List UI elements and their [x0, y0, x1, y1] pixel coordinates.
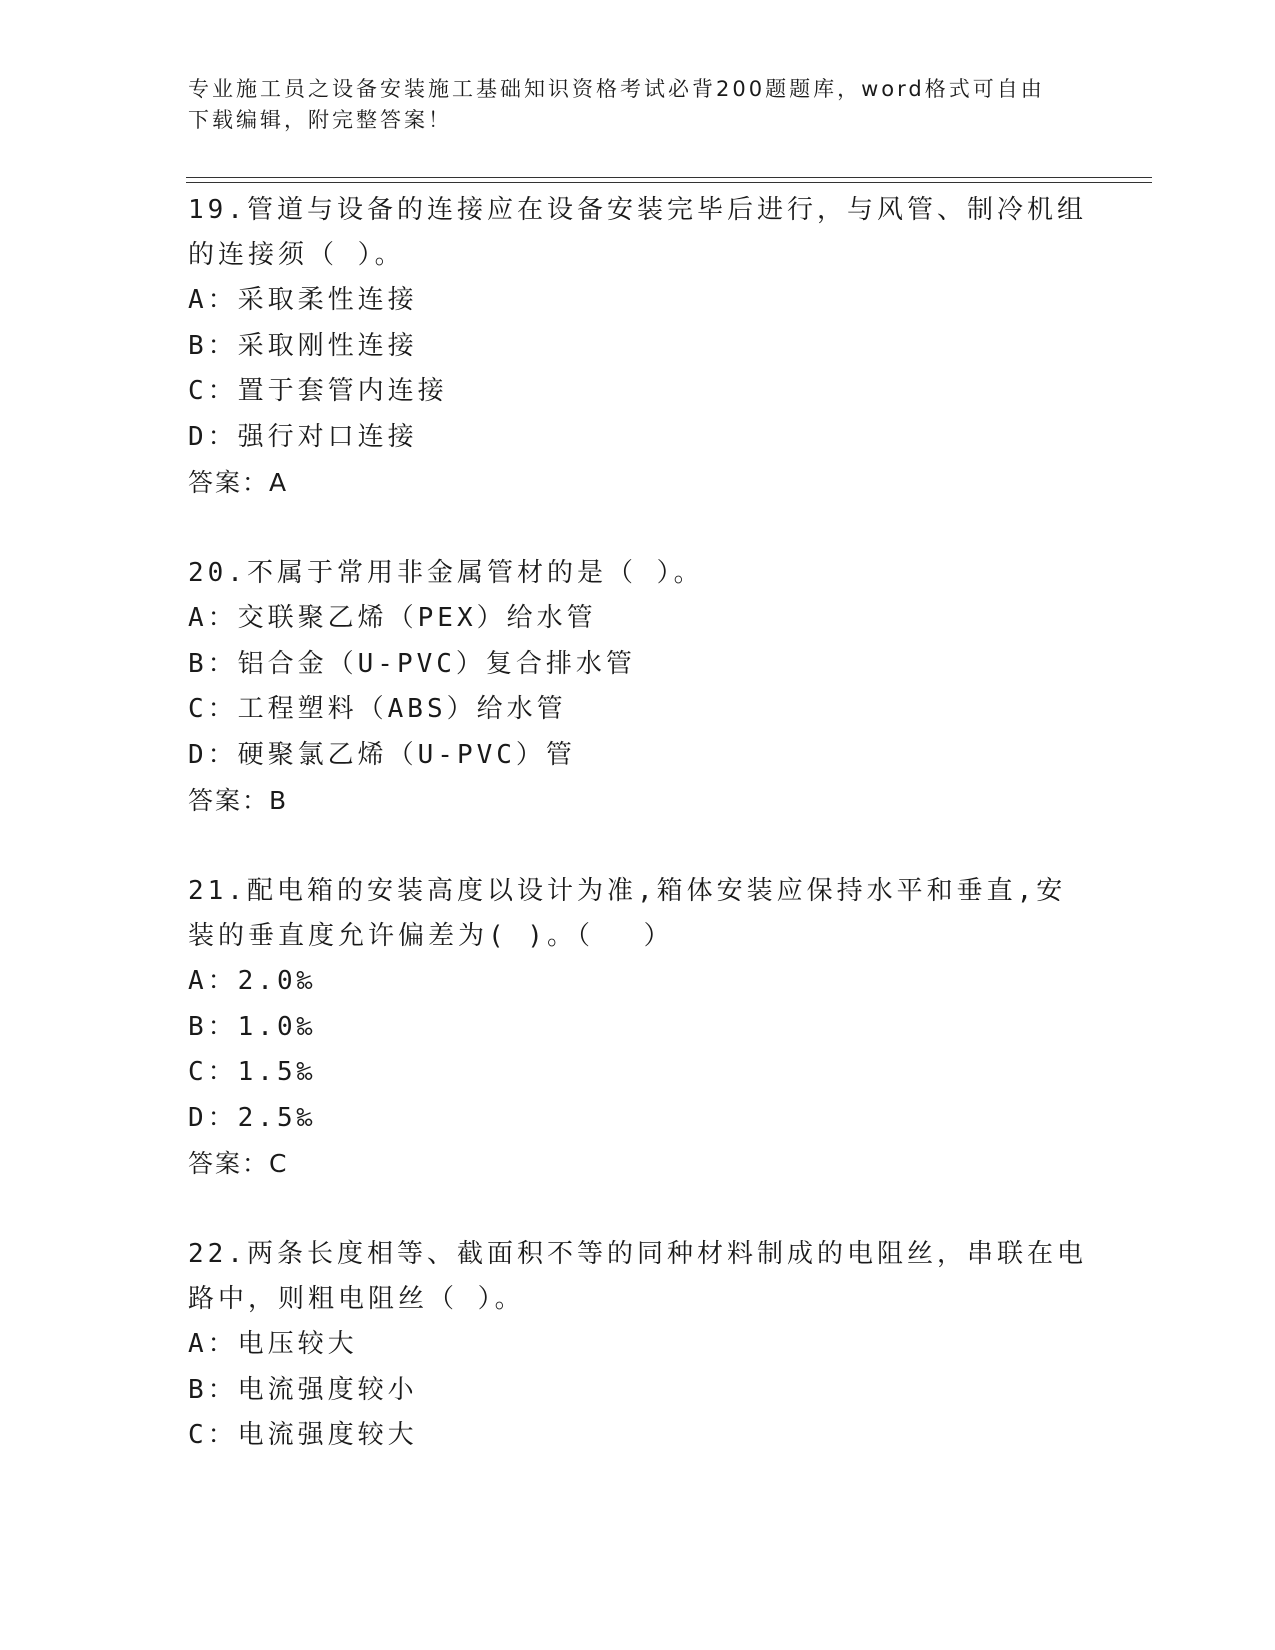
question-stem: 19.管道与设备的连接应在设备安装完毕后进行，与风管、制冷机组的连接须（ ）。: [188, 195, 1087, 270]
question-19: [188, 188, 1088, 506]
document-header: 专业施工员之设备安装施工基础知识资格考试必背200题题库，word格式可自由下载编辑，附完整答案！: [188, 77, 1045, 132]
answer-line: 答案：C: [188, 1149, 289, 1178]
option-b: B：采取刚性连接: [188, 330, 418, 361]
header-divider-top: [186, 177, 1152, 178]
option-a: A：电压较大: [188, 1329, 358, 1359]
option-c: C：工程塑料（ABS）给水管: [188, 694, 567, 724]
option-d: D：2.5‰: [188, 1102, 317, 1133]
header-divider-bottom: [186, 182, 1152, 183]
option-a: A：采取柔性连接: [188, 285, 418, 315]
answer-line: 答案：B: [188, 786, 289, 815]
option-b: B：铝合金（U-PVC）复合排水管: [188, 648, 636, 679]
question-stem: 22.两条长度相等、截面积不等的同种材料制成的电阻丝，串联在电路中，则粗电阻丝（ ）。: [188, 1239, 1087, 1314]
question-list: [188, 188, 1088, 1459]
question-20: [188, 551, 1088, 824]
question-stem: 20.不属于常用非金属管材的是（ ）。: [188, 558, 704, 588]
question-stem: 21.配电箱的安装高度以设计为准,箱体安装应保持水平和垂直,安装的垂直度允许偏差为( )。（ ）: [188, 876, 1067, 951]
option-c: C：电流强度较大: [188, 1420, 418, 1450]
option-a: A：交联聚乙烯（PEX）给水管: [188, 603, 597, 633]
question-21: [188, 869, 1088, 1187]
option-b: B：电流强度较小: [188, 1374, 418, 1405]
option-d: D：硬聚氯乙烯（U-PVC）管: [188, 739, 576, 770]
option-a: A：2.0‰: [188, 966, 317, 996]
question-22: [188, 1232, 1088, 1459]
option-c: C：置于套管内连接: [188, 376, 448, 406]
option-d: D：强行对口连接: [188, 421, 418, 452]
option-b: B：1.0‰: [188, 1011, 317, 1042]
option-c: C：1.5‰: [188, 1057, 317, 1087]
answer-line: 答案：A: [188, 468, 289, 497]
